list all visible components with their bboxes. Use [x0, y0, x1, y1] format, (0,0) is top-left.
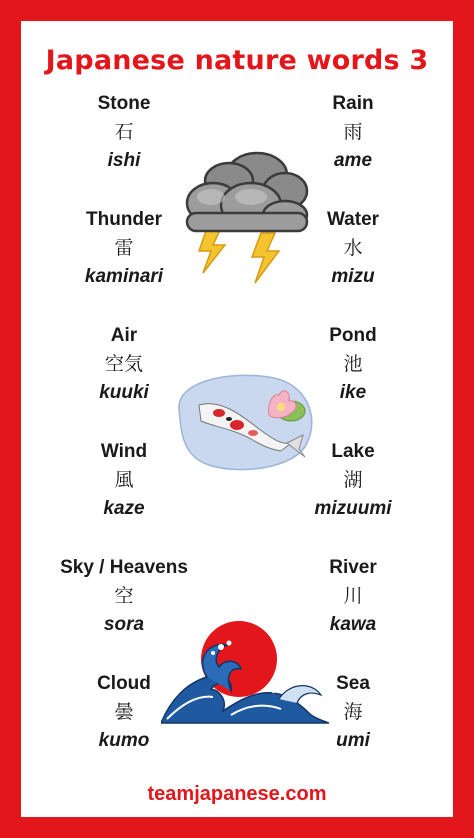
word-english: Thunder [86, 209, 162, 230]
storm-cloud-icon [173, 133, 313, 293]
word-romaji: mizu [331, 266, 375, 287]
word-kanji: 風 [114, 469, 134, 491]
word-kanji: 曇 [114, 701, 134, 723]
word-romaji: kaze [103, 498, 145, 519]
word-english: Stone [97, 93, 151, 114]
website-link[interactable]: teamjapanese.com [147, 783, 327, 805]
word-kanji: 海 [343, 701, 363, 723]
word-kanji: 湖 [343, 469, 363, 491]
word-kanji: 川 [343, 585, 363, 607]
word-english: Sky / Heavens [60, 557, 188, 578]
koi-pond-icon [169, 369, 319, 475]
word-english: Cloud [97, 673, 151, 694]
word-english: Rain [332, 93, 374, 114]
word-english: Air [110, 325, 138, 346]
word-kanji: 池 [343, 353, 363, 375]
word-kanji: 雨 [343, 121, 363, 143]
wave-sun-icon [161, 619, 329, 729]
word-romaji: ame [333, 150, 373, 171]
word-romaji: kawa [329, 614, 377, 635]
word-kanji: 空 [114, 585, 134, 607]
word-english: Wind [100, 441, 148, 462]
word-english: River [329, 557, 377, 578]
word-english: Lake [331, 441, 375, 462]
word-romaji: ike [339, 382, 367, 403]
word-english: Sea [336, 673, 370, 694]
word-romaji: umi [336, 730, 370, 751]
word-english: Water [326, 209, 380, 230]
word-kanji: 空気 [104, 353, 143, 375]
word-kanji: 雷 [114, 237, 134, 259]
poster-card [21, 21, 453, 817]
word-romaji: ishi [107, 150, 141, 171]
page-title: Japanese nature words 3 [45, 45, 429, 76]
word-english: Pond [329, 325, 377, 346]
word-romaji: sora [103, 614, 145, 635]
word-romaji: kumo [98, 730, 150, 751]
word-kanji: 石 [114, 121, 134, 143]
word-romaji: mizuumi [314, 498, 392, 519]
word-romaji: kuuki [99, 382, 149, 403]
word-romaji: kaminari [84, 266, 164, 287]
word-kanji: 水 [343, 237, 363, 259]
